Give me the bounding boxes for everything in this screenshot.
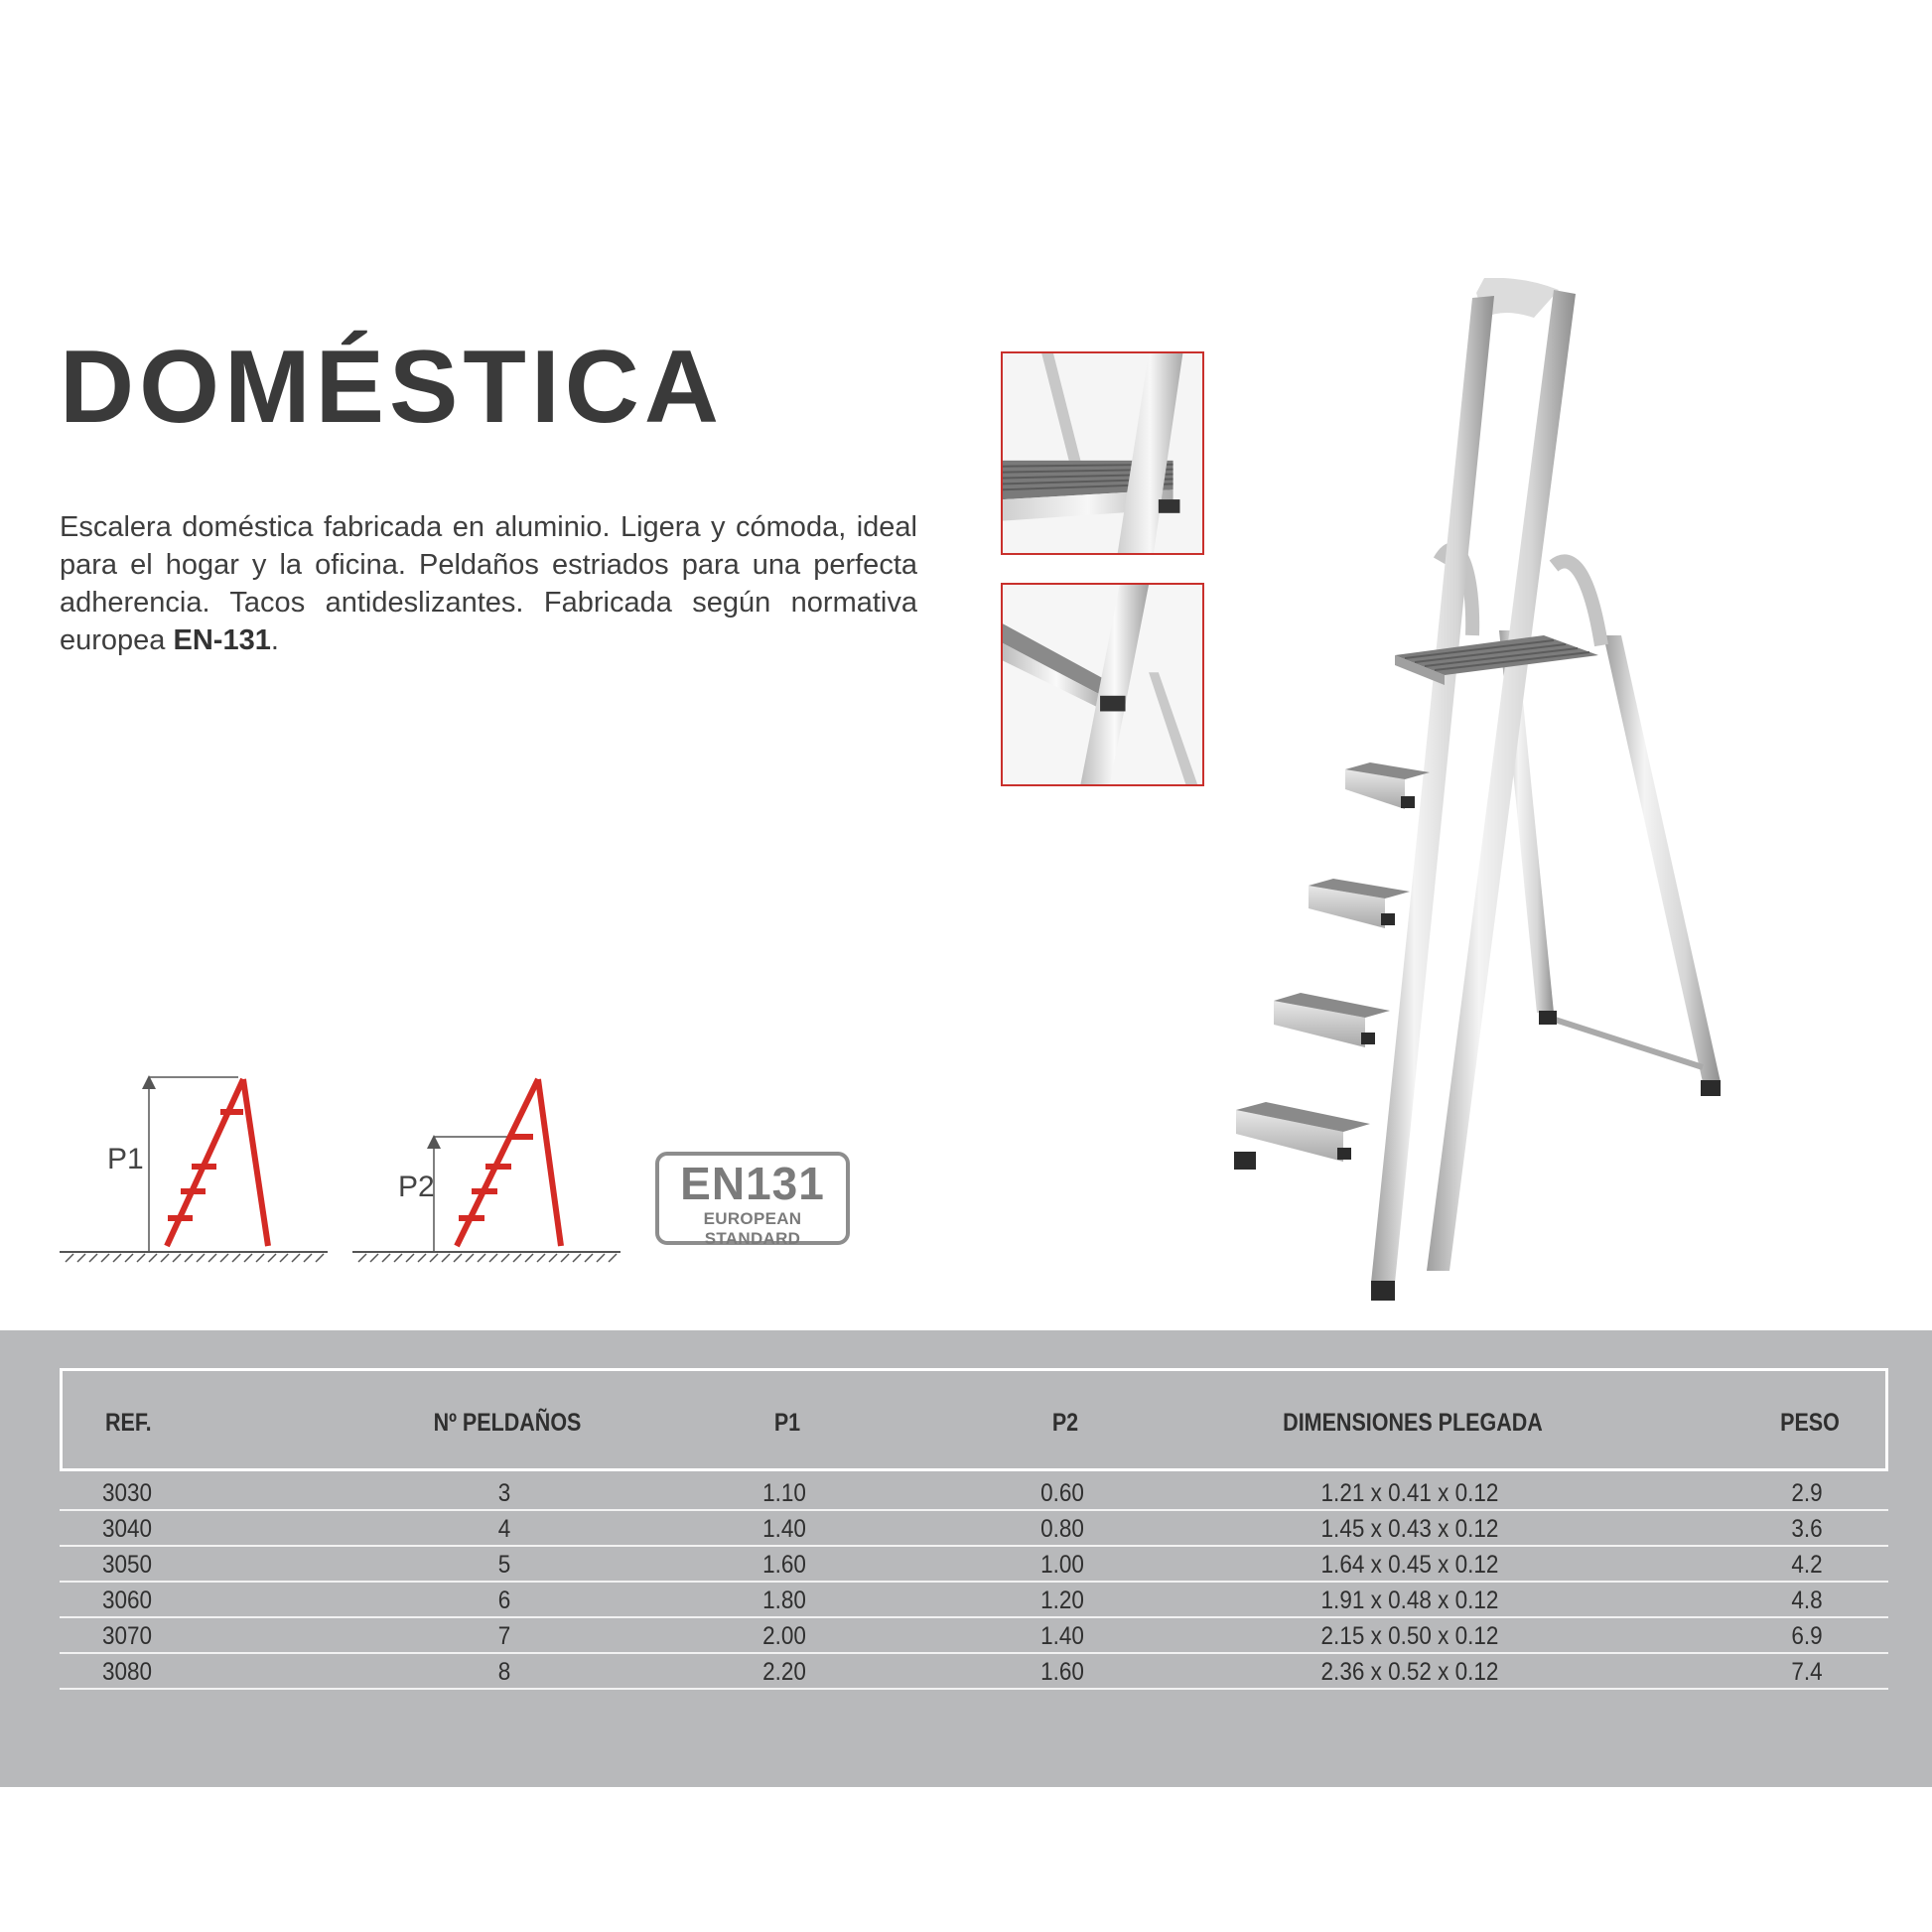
cell-peso: 4.8 [1791, 1587, 1823, 1614]
cell-peso: 6.9 [1791, 1622, 1823, 1650]
cell-peso: 2.9 [1791, 1479, 1823, 1507]
p1-ladder-diagram [60, 1067, 333, 1266]
cell-p1: 1.10 [762, 1479, 806, 1507]
header-dimensiones: DIMENSIONES PLEGADA [1283, 1409, 1543, 1437]
badge-subtitle: EUROPEAN STANDARD [703, 1209, 802, 1248]
header-p1: P1 [773, 1409, 801, 1437]
table-row [60, 1654, 1888, 1690]
cell-dimensiones: 2.15 x 0.50 x 0.12 [1320, 1622, 1499, 1650]
cell-p1: 1.40 [762, 1515, 806, 1543]
cell-peldanos: 5 [497, 1551, 511, 1579]
cell-dimensiones: 1.64 x 0.45 x 0.12 [1320, 1551, 1499, 1579]
cell-peldanos: 3 [497, 1479, 511, 1507]
cell-peso: 4.2 [1791, 1551, 1823, 1579]
cell-p2: 1.40 [1040, 1622, 1084, 1650]
cell-dimensiones: 1.91 x 0.48 x 0.12 [1320, 1587, 1499, 1614]
cell-ref: 3070 [102, 1622, 153, 1650]
cell-peldanos: 6 [497, 1587, 511, 1614]
p1-diagram [60, 1067, 333, 1266]
header-peldanos: Nº PELDAÑOS [433, 1409, 582, 1437]
header-peso: PESO [1780, 1409, 1840, 1437]
cell-p1: 2.00 [762, 1622, 806, 1650]
cell-p2: 0.60 [1040, 1479, 1084, 1507]
ladder-product-image [1206, 278, 1742, 1306]
badge-code: EN131 [680, 1158, 825, 1209]
cell-p2: 1.20 [1040, 1587, 1084, 1614]
cell-dimensiones: 1.45 x 0.43 x 0.12 [1320, 1515, 1499, 1543]
cell-ref: 3050 [102, 1551, 153, 1579]
cell-ref: 3080 [102, 1658, 153, 1686]
table-row [60, 1511, 1888, 1547]
table-row [60, 1618, 1888, 1654]
header-ref: REF. [105, 1409, 152, 1437]
cell-p2: 1.60 [1040, 1658, 1084, 1686]
cell-p2: 0.80 [1040, 1515, 1084, 1543]
platform-detail-illustration [1003, 353, 1202, 553]
p2-diagram [352, 1067, 625, 1266]
cell-dimensiones: 1.21 x 0.41 x 0.12 [1320, 1479, 1499, 1507]
cell-ref: 3040 [102, 1515, 153, 1543]
cell-peldanos: 8 [497, 1658, 511, 1686]
product-title: DOMÉSTICA [60, 330, 724, 445]
p2-label: P2 [398, 1171, 435, 1203]
p2-ladder-diagram [352, 1067, 625, 1266]
cell-p1: 1.60 [762, 1551, 806, 1579]
description-end: . [270, 624, 279, 656]
cell-ref: 3030 [102, 1479, 153, 1507]
cell-peso: 3.6 [1791, 1515, 1823, 1543]
header-p2: P2 [1051, 1409, 1079, 1437]
p1-label: P1 [107, 1143, 144, 1175]
product-description [60, 508, 917, 659]
cell-dimensiones: 2.36 x 0.52 x 0.12 [1320, 1658, 1499, 1686]
detail-photo-step [1001, 583, 1204, 786]
step-detail-illustration [1003, 585, 1202, 784]
cell-peldanos: 7 [497, 1622, 511, 1650]
table-row [60, 1547, 1888, 1583]
standard-reference: EN-131 [173, 624, 271, 656]
cell-p2: 1.00 [1040, 1551, 1084, 1579]
cell-peso: 7.4 [1791, 1658, 1823, 1686]
en131-badge [655, 1152, 850, 1248]
cell-p1: 1.80 [762, 1587, 806, 1614]
cell-ref: 3060 [102, 1587, 153, 1614]
cell-peldanos: 4 [497, 1515, 511, 1543]
description-text: Escalera doméstica fabricada en aluminio. Ligera y cómoda, ideal para el hogar y la oficina. Peldaños estriados para una perfecta adherencia. Tacos antideslizantes. Fabricada según normativa europea [60, 511, 917, 656]
cell-p1: 2.20 [762, 1658, 806, 1686]
table-header [60, 1368, 1888, 1471]
detail-photo-platform [1001, 351, 1204, 555]
ladder-illustration [1206, 278, 1742, 1306]
table-row [60, 1583, 1888, 1618]
table-row [60, 1475, 1888, 1511]
